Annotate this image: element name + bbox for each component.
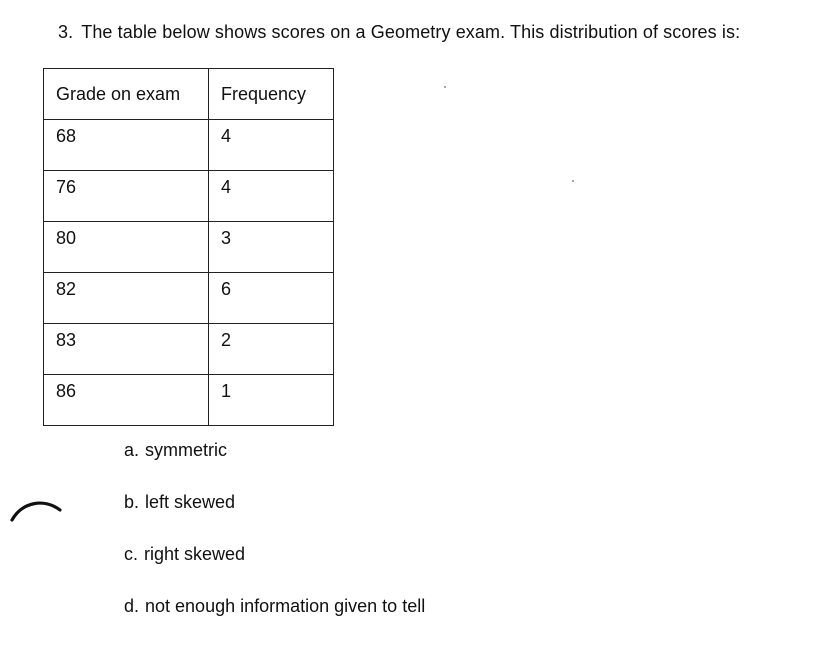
frequency-cell: 6 <box>209 273 334 324</box>
question-text: The table below shows scores on a Geometry exam. This distribution of scores is: <box>81 22 741 42</box>
grade-cell: 68 <box>44 120 209 171</box>
grade-cell: 82 <box>44 273 209 324</box>
table-row <box>44 171 334 222</box>
choice-letter: c. <box>124 544 139 564</box>
grade-cell: 76 <box>44 171 209 222</box>
frequency-cell: 4 <box>209 171 334 222</box>
frequency-cell: 4 <box>209 120 334 171</box>
table-row <box>44 375 334 426</box>
handwritten-arc-mark <box>10 496 66 526</box>
frequency-cell: 2 <box>209 324 334 375</box>
header-frequency: Frequency <box>209 69 334 120</box>
choice-text: not enough information given to tell <box>145 596 426 616</box>
header-grade-on-exam: Grade on exam <box>44 69 209 120</box>
frequency-cell: 3 <box>209 222 334 273</box>
choice-text: symmetric <box>145 440 228 460</box>
choice-c <box>124 544 245 565</box>
choice-letter: a. <box>124 440 140 460</box>
choice-text: left skewed <box>145 492 236 512</box>
choice-d <box>124 596 425 617</box>
table-row <box>44 324 334 375</box>
choice-text: right skewed <box>144 544 246 564</box>
table-row <box>44 273 334 324</box>
grade-cell: 80 <box>44 222 209 273</box>
question-prompt <box>58 22 740 43</box>
question-number: 3. <box>58 22 74 42</box>
speck-dot <box>572 180 574 182</box>
table-header-row <box>44 69 334 120</box>
choice-b <box>124 492 235 513</box>
frequency-cell: 1 <box>209 375 334 426</box>
scores-table <box>43 68 334 426</box>
grade-cell: 83 <box>44 324 209 375</box>
grade-cell: 86 <box>44 375 209 426</box>
table-row <box>44 222 334 273</box>
choice-letter: d. <box>124 596 140 616</box>
speck-dot <box>444 86 446 88</box>
table-row <box>44 120 334 171</box>
choice-a <box>124 440 227 461</box>
choice-letter: b. <box>124 492 140 512</box>
